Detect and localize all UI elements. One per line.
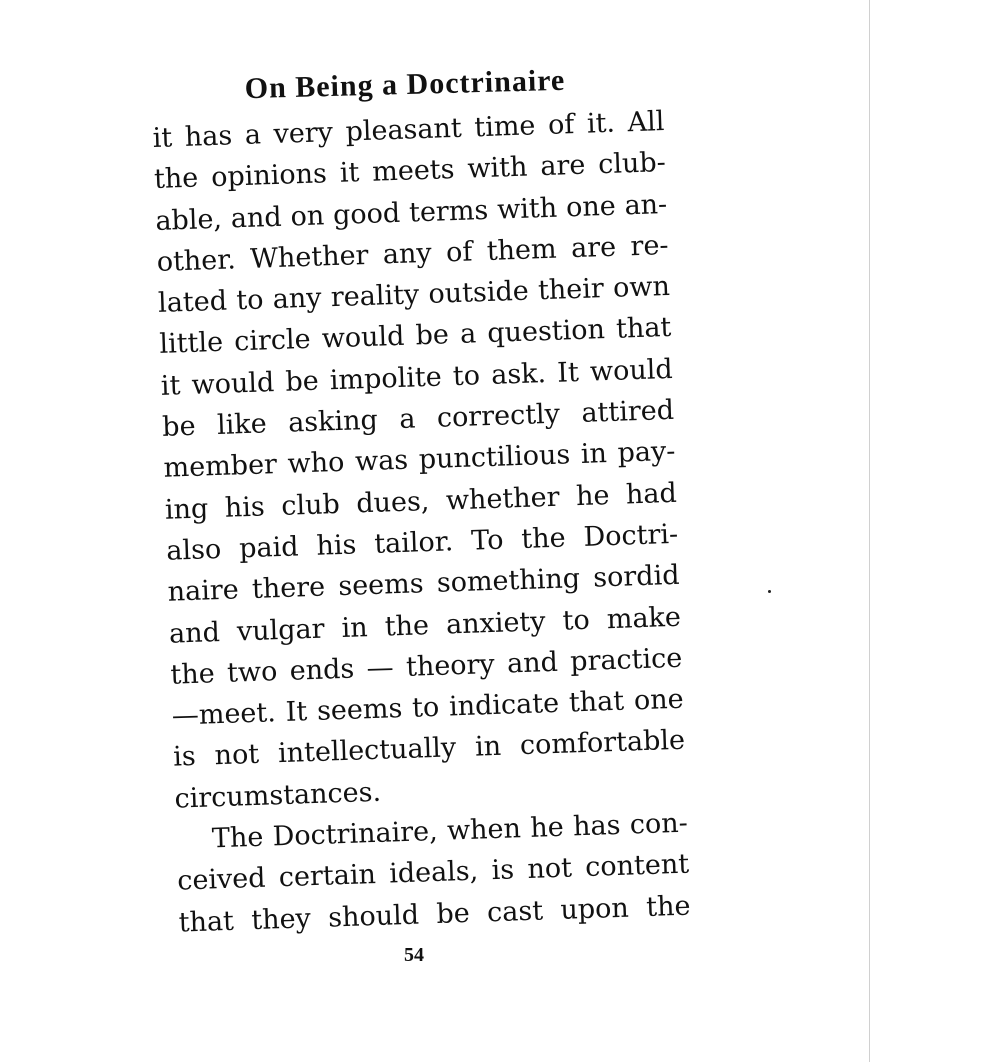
text-line: also paid his tailor. To the Doctri- — [165, 518, 679, 567]
text-line: the opinions it meets with are club- — [153, 147, 667, 196]
text-line: —meet. It seems to indicate that one — [171, 683, 685, 732]
text-line: other. Whether any of them are re- — [156, 229, 670, 278]
text-line: able, and on good terms with one an- — [154, 188, 668, 237]
text-line: it would be impolite to ask. It would — [160, 353, 674, 402]
text-line: little circle would be a question that — [159, 312, 672, 361]
text-line: be like asking a correctly attired — [161, 394, 675, 443]
text-line: naire there seems something sordid — [167, 560, 680, 608]
body-text — [152, 101, 691, 943]
text-line: lated to any reality outside their own — [157, 271, 671, 320]
text-line: it has a very pleasant time of it. All — [152, 106, 665, 154]
page-edge-line — [869, 0, 870, 1062]
text-line: member who was punctilious in pay- — [163, 436, 676, 485]
page-number: 54 — [404, 944, 424, 966]
paragraph — [152, 101, 687, 820]
text-line: and vulgar in the anxiety to make — [168, 601, 682, 650]
text-line: ing his club dues, whether he had — [164, 477, 678, 526]
text-line: that they should be cast upon the — [178, 890, 691, 939]
text-line: is not intellectually in comfortable — [172, 725, 686, 774]
running-head: On Being a Doctrinaire — [244, 63, 566, 106]
text-line: The Doctrinaire, when he has con- — [211, 807, 689, 855]
text-line: the two ends — theory and practice — [169, 642, 683, 691]
speck — [768, 590, 771, 593]
text-line: circumstances. — [174, 776, 382, 815]
text-line: ceived certain ideals, is not content — [176, 848, 690, 897]
paragraph — [175, 803, 691, 944]
